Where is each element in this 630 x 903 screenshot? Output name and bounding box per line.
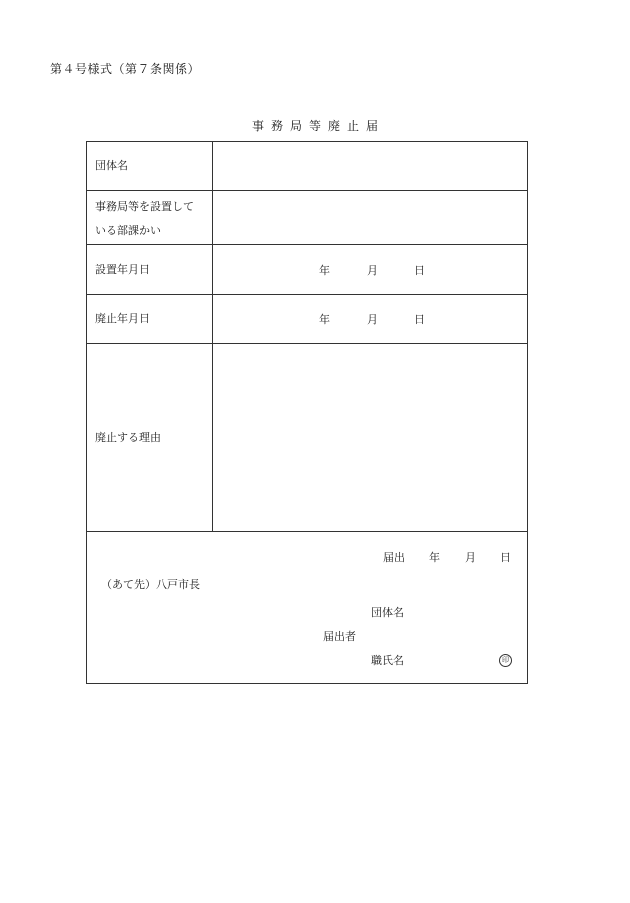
field-established-date[interactable] — [213, 245, 527, 294]
day-label: 日 — [414, 313, 425, 326]
year-label: 年 — [319, 313, 330, 326]
label-organization-name — [87, 142, 213, 190]
position-name-label: 職氏名 — [371, 654, 404, 667]
submitter-label: 届出者 — [323, 630, 356, 643]
label-abolition-reason — [87, 344, 213, 531]
submission-month[interactable]: 月 — [465, 551, 476, 564]
label-text: 廃止する理由 — [95, 430, 161, 444]
label-text: 設置年月日 — [95, 262, 150, 276]
form-table — [86, 141, 528, 684]
month-label: 月 — [367, 263, 378, 277]
label-text: 廃止年月日 — [95, 312, 150, 325]
label-text-line2: いる部課かい — [95, 224, 161, 237]
label-department — [87, 191, 213, 244]
field-abolition-reason[interactable] — [213, 344, 527, 531]
row-organization-name — [87, 142, 527, 191]
document-title: 事務局等廃止届 — [251, 119, 385, 133]
month-label: 月 — [367, 313, 378, 326]
submission-day[interactable]: 日 — [500, 551, 511, 564]
label-text: 団体名 — [95, 159, 128, 172]
addressee: （あて先）八戸市長 — [101, 578, 200, 591]
row-department — [87, 191, 527, 245]
label-abolished-date — [87, 295, 213, 343]
field-department[interactable] — [213, 191, 527, 244]
year-label: 年 — [319, 263, 330, 277]
field-abolished-date[interactable] — [213, 295, 527, 343]
form-number: 第４号様式（第７条関係） — [50, 62, 201, 76]
label-text-line1: 事務局等を設置して — [95, 200, 194, 213]
row-abolition-reason — [87, 344, 527, 532]
seal-mark — [499, 652, 512, 667]
submission-year[interactable]: 年 — [429, 551, 440, 564]
row-abolished-date — [87, 295, 527, 344]
field-organization-name[interactable] — [213, 142, 527, 190]
label-established-date — [87, 245, 213, 294]
submission-label: 届出 — [383, 551, 405, 564]
submission-section — [87, 532, 527, 683]
seal-icon: 印 — [499, 654, 512, 667]
day-label: 日 — [414, 263, 425, 277]
org-name-label: 団体名 — [371, 606, 404, 619]
row-established-date — [87, 245, 527, 295]
